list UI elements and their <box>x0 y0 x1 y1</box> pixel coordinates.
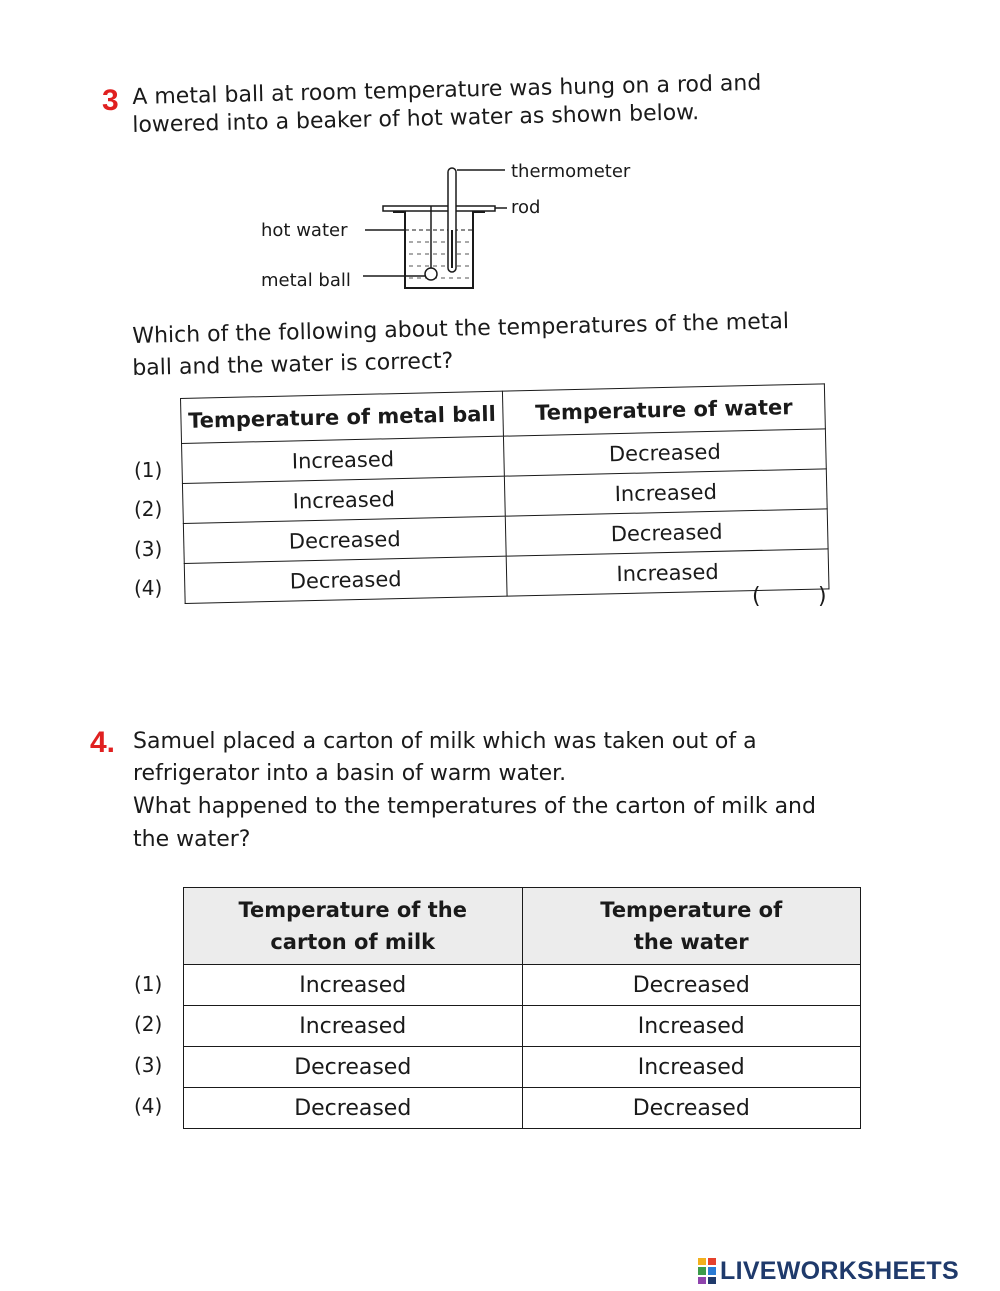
q3-option-4[interactable]: (4) <box>134 576 163 600</box>
table-cell: Decreased <box>184 556 507 603</box>
rod-label: rod <box>511 197 541 218</box>
table-header: Temperature of metal ball <box>181 391 504 443</box>
table-header <box>522 888 861 965</box>
q3-option-3[interactable]: (3) <box>134 537 163 561</box>
metal-ball <box>425 268 437 280</box>
table-cell: Decreased <box>184 1047 523 1088</box>
table-cell: Increased <box>182 476 505 523</box>
q3-option-2[interactable]: (2) <box>134 497 163 521</box>
table-header <box>184 888 523 965</box>
question-4-answer-table <box>183 887 861 1129</box>
question-3-number: 3 <box>102 84 119 117</box>
question-4-text-line-2: refrigerator into a basin of warm water. <box>133 761 567 786</box>
question-4-text-line-1: Samuel placed a carton of milk which was taken out of a <box>133 729 757 754</box>
header-line: carton of milk <box>270 930 436 954</box>
answer-bracket-close: ) <box>818 584 827 609</box>
table-row <box>184 965 861 1006</box>
answer-bracket-open: ( <box>752 584 761 609</box>
question-4-text-line-3: What happened to the temperatures of the carton of milk and <box>133 794 816 819</box>
rod <box>383 206 495 211</box>
table-cell: Decreased <box>522 965 861 1006</box>
question-3-text-line-1: A metal ball at room temperature was hung on a rod and <box>132 70 762 110</box>
header-line: Temperature of <box>600 898 783 922</box>
header-line: the water <box>633 930 749 954</box>
table-cell: Increased <box>184 965 523 1006</box>
q3-option-1[interactable]: (1) <box>134 458 163 482</box>
thermometer-label: thermometer <box>511 161 631 182</box>
q4-option-1[interactable]: (1) <box>134 972 163 996</box>
question-3-prompt-line-2: ball and the water is correct? <box>132 348 454 381</box>
logo-text: LIVEWORKSHEETS <box>720 1256 959 1285</box>
question-4-number: 4. <box>90 726 116 759</box>
table-cell: Increased <box>522 1006 861 1047</box>
table-cell: Increased <box>522 1047 861 1088</box>
table-header-row <box>184 888 861 965</box>
question-3-answer-table <box>180 383 830 604</box>
table-row <box>184 1047 861 1088</box>
table-cell: Decreased <box>522 1088 861 1129</box>
table-cell: Increased <box>182 436 505 483</box>
header-line: Temperature of the <box>238 898 467 922</box>
table-row <box>184 1088 861 1129</box>
q4-option-4[interactable]: (4) <box>134 1094 163 1118</box>
table-cell: Decreased <box>183 516 506 563</box>
table-cell: Increased <box>506 549 829 596</box>
table-cell: Decreased <box>503 429 826 476</box>
question-3-text-line-2: lowered into a beaker of hot water as shown below. <box>132 100 700 138</box>
table-cell: Increased <box>184 1006 523 1047</box>
logo-icon <box>698 1258 716 1284</box>
q4-option-2[interactable]: (2) <box>134 1012 163 1036</box>
liveworksheets-logo[interactable] <box>698 1256 959 1286</box>
beaker-diagram <box>255 160 655 300</box>
table-header: Temperature of water <box>502 384 825 436</box>
question-3-prompt-line-1: Which of the following about the temperatures of the metal <box>132 309 790 349</box>
metal-ball-label: metal ball <box>261 270 351 291</box>
table-row <box>184 1006 861 1047</box>
hot-water-label: hot water <box>261 220 348 241</box>
q4-option-3[interactable]: (3) <box>134 1053 163 1077</box>
question-4-text-line-4: the water? <box>133 827 251 852</box>
table-cell: Increased <box>504 469 827 516</box>
table-cell: Decreased <box>505 509 828 556</box>
table-cell: Decreased <box>184 1088 523 1129</box>
